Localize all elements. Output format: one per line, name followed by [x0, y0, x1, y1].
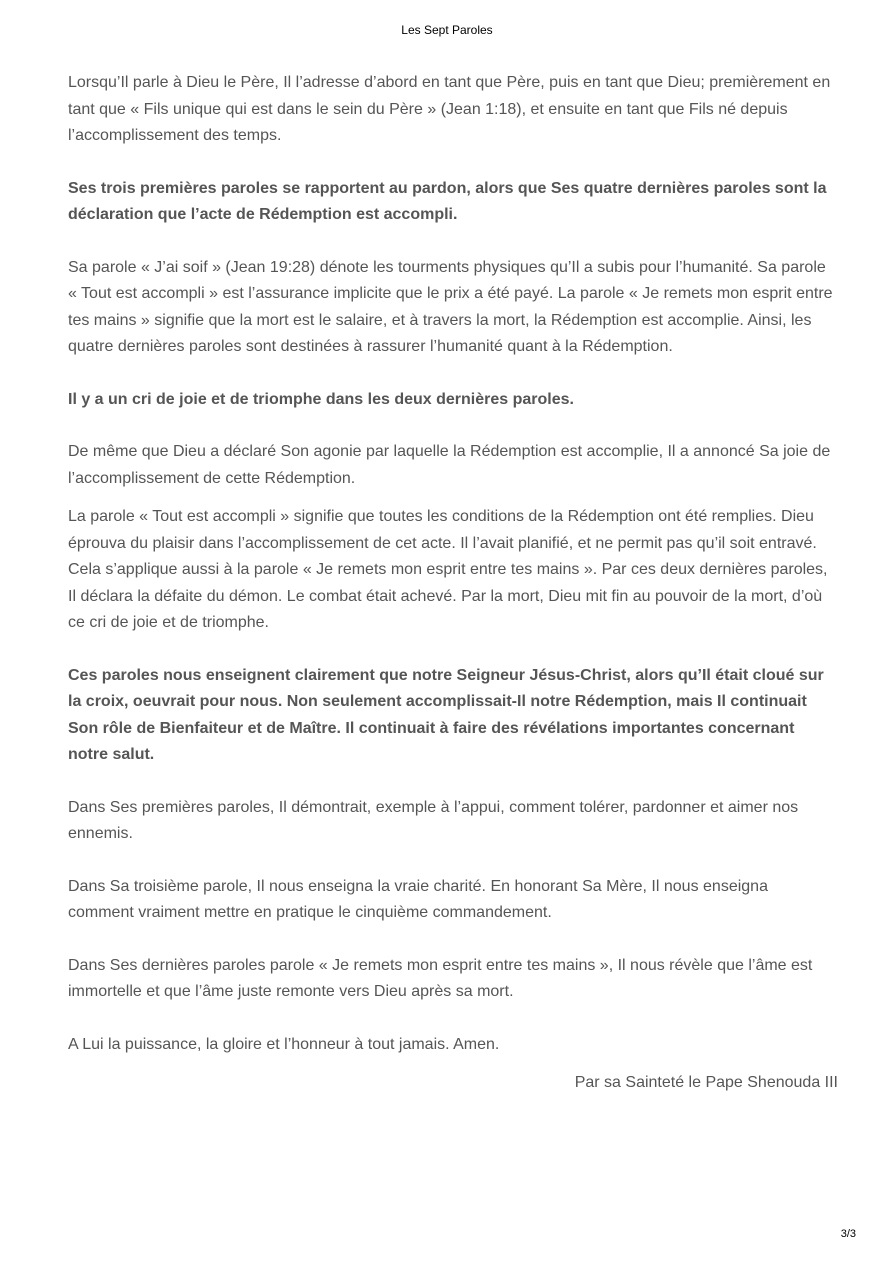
paragraph: Dans Sa troisième parole, Il nous enseigna la vraie charité. En honorant Sa Mère, Il nous enseigna comment vraiment mettre en pratique le cinquième commandement. [68, 877, 768, 921]
bold-paragraph: Ses trois premières paroles se rapportent au pardon, alors que Ses quatre dernières paroles sont la déclaration que l’acte de Rédemption est accompli. [68, 179, 827, 223]
paragraph: Lorsqu’Il parle à Dieu le Père, Il l’adresse d’abord en tant que Père, puis en tant que Dieu; premièrement en tant que « Fils unique qui est dans le sein du Père » (Jean 1:18), et ensuite en tant que Fils né depuis l’accomplissement des temps. [68, 74, 831, 144]
page-number: 3/3 [840, 1228, 856, 1240]
paragraph: Sa parole « J’ai soif » (Jean 19:28) dénote les tourments physiques qu’Il a subis pour l’humanité. Sa parole « Tout est accompli » est l’assurance implicite que le prix a été payé. La parole « Je remets mon esprit entre tes mains » signifie que la mort est le salaire, et à travers la mort, la Rédemption est accomplie. Ainsi, les quatre dernières paroles sont destinées à rassurer l’humanité quant à la Rédemption. [68, 258, 833, 355]
paragraph: A Lui la puissance, la gloire et l’honneur à tout jamais. Amen. [68, 1035, 500, 1053]
page-header-title: Les Sept Paroles [401, 23, 493, 37]
paragraph: De même que Dieu a déclaré Son agonie par laquelle la Rédemption est accomplie, Il a annoncé Sa joie de l’accomplissement de cette Rédemption. [68, 443, 831, 487]
bold-paragraph: Ces paroles nous enseignent clairement que notre Seigneur Jésus-Christ, alors qu’Il était cloué sur la croix, oeuvrait pour nous. Non seulement accomplissait-Il notre Rédemption, mais Il continuait Son rôle de Bienfaiteur et de Maître. Il continuait à faire des révélations importantes concernant notre salut. [68, 666, 824, 763]
paragraph: Dans Ses dernières paroles parole « Je remets mon esprit entre tes mains », Il nous révèle que l’âme est immortelle et que l’âme juste remonte vers Dieu après sa mort. [68, 956, 813, 1000]
paragraph: Dans Ses premières paroles, Il démontrait, exemple à l’appui, comment tolérer, pardonner et aimer nos ennemis. [68, 798, 799, 842]
paragraph: La parole « Tout est accompli » signifie que toutes les conditions de la Rédemption ont été remplies. Dieu éprouva du plaisir dans l’accomplissement de cet acte. Il l’avait planifié, et ne permit pas qu’il soit entravé. Cela s’applique aussi à la parole « Je remets mon esprit entre tes mains ». Par ces deux dernières paroles, Il déclara la défaite du démon. Le combat était achevé. Par la mort, Dieu mit fin au pouvoir de la mort, d’où ce cri de joie et de triomphe. [68, 508, 828, 631]
document-body [68, 70, 838, 1097]
signature: Par sa Sainteté le Pape Shenouda III [574, 1074, 838, 1091]
bold-paragraph: Il y a un cri de joie et de triomphe dans les deux dernières paroles. [68, 390, 574, 408]
